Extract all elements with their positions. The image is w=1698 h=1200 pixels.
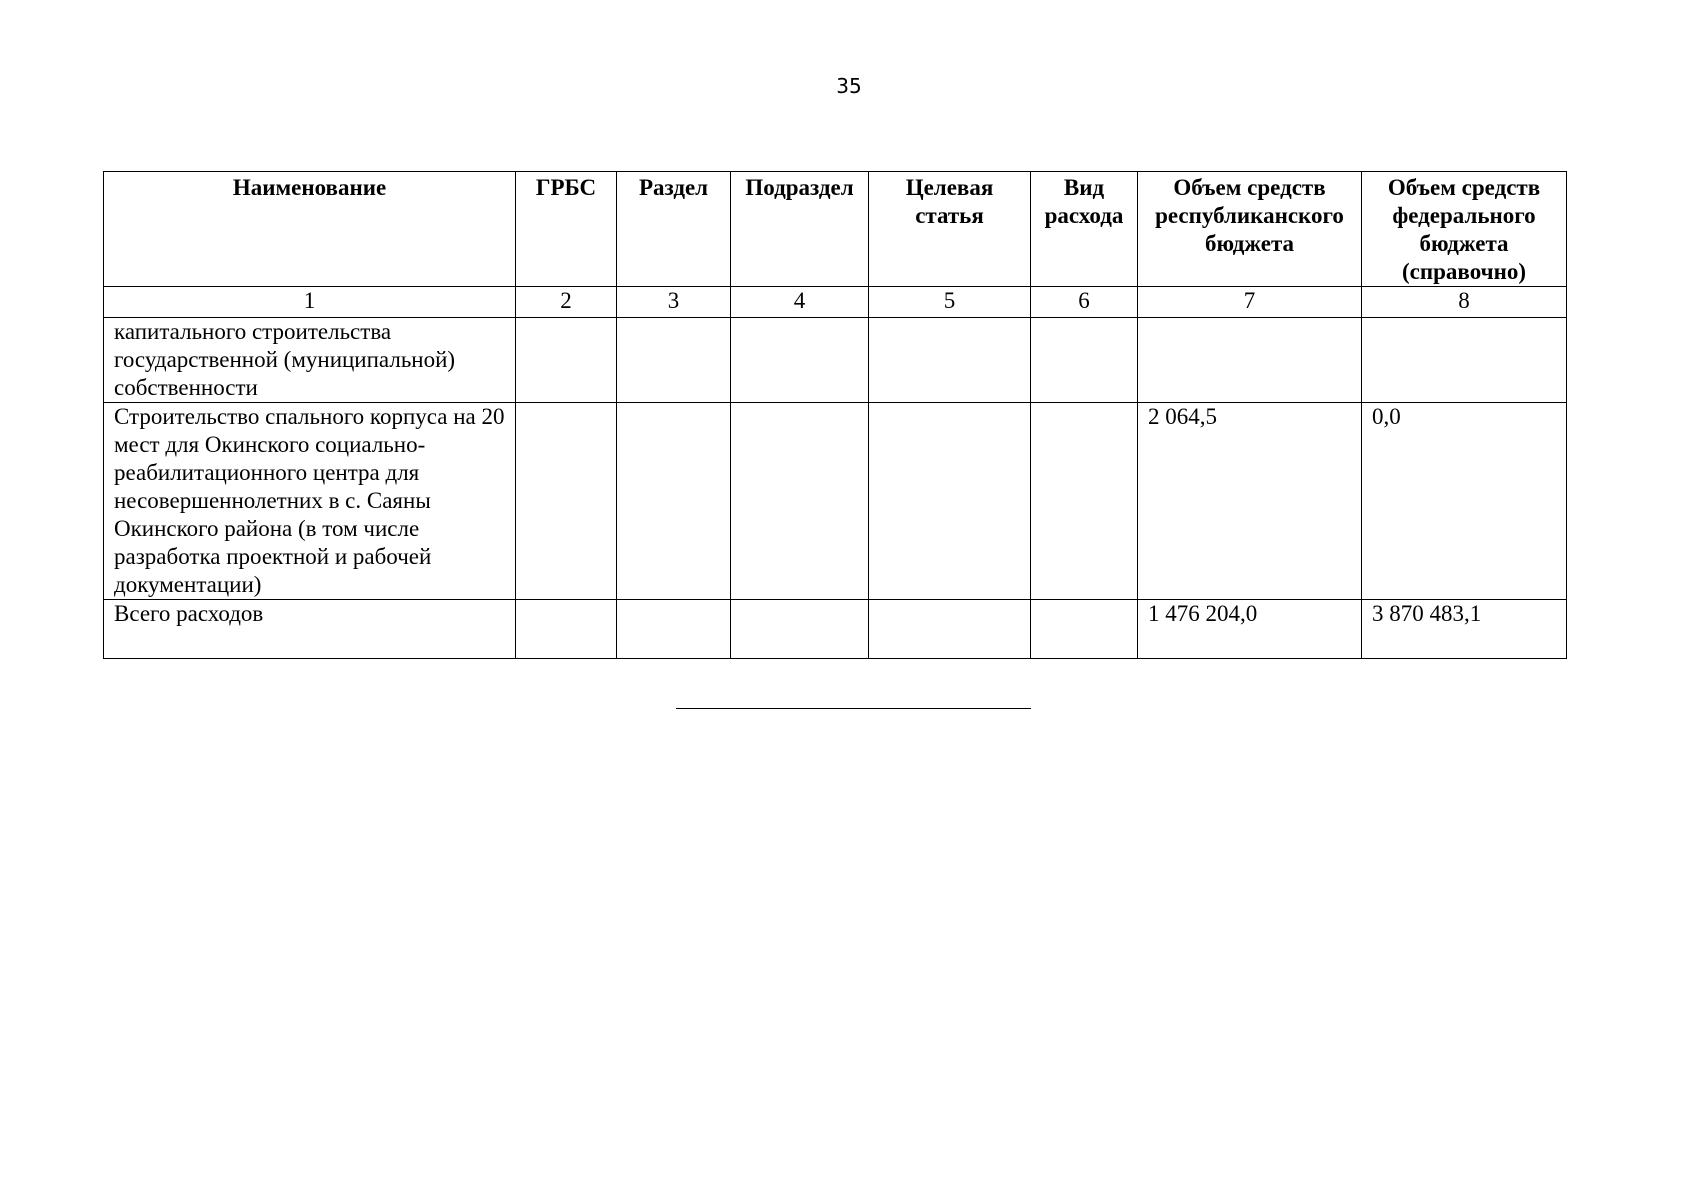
header-vid-raskhoda: Вид расхода <box>1031 172 1138 287</box>
row-tselevaya <box>869 403 1031 600</box>
row-razdel <box>617 318 731 403</box>
row-republican-value <box>1138 318 1362 403</box>
header-razdel: Раздел <box>617 172 731 287</box>
table-row-total <box>104 600 1567 659</box>
table-row <box>104 318 1567 403</box>
column-number: 7 <box>1138 287 1362 318</box>
header-grbs: ГРБС <box>516 172 617 287</box>
row-grbs <box>516 318 617 403</box>
column-numbers-row <box>104 287 1567 318</box>
row-podrazdel <box>731 600 869 659</box>
total-federal-value: 3 870 483,1 <box>1362 600 1567 659</box>
row-razdel <box>617 403 731 600</box>
row-tselevaya <box>869 318 1031 403</box>
row-grbs <box>516 600 617 659</box>
row-republican-value: 2 064,5 <box>1138 403 1362 600</box>
budget-table <box>103 171 1567 659</box>
end-divider-line <box>676 708 1031 709</box>
row-razdel <box>617 600 731 659</box>
row-name: капитального строительства государственной (муниципальной) собственности <box>104 318 516 403</box>
row-grbs <box>516 403 617 600</box>
header-podrazdel: Подраздел <box>731 172 869 287</box>
table-row <box>104 403 1567 600</box>
row-name: Строительство спального корпуса на 20 мест для Окинского социально-реабилитационного центра для несовершеннолетних в с. Саяны Окинского района (в том числе разработка проектной и рабочей документации) <box>104 403 516 600</box>
row-federal-value: 0,0 <box>1362 403 1567 600</box>
row-tselevaya <box>869 600 1031 659</box>
column-number: 1 <box>104 287 516 318</box>
total-republican-value: 1 476 204,0 <box>1138 600 1362 659</box>
column-number: 3 <box>617 287 731 318</box>
row-vid <box>1031 403 1138 600</box>
header-naimenovanie: Наименование <box>104 172 516 287</box>
row-federal-value <box>1362 318 1567 403</box>
column-number: 2 <box>516 287 617 318</box>
header-republican-budget: Объем средств республиканского бюджета <box>1138 172 1362 287</box>
row-podrazdel <box>731 318 869 403</box>
column-number: 4 <box>731 287 869 318</box>
column-number: 5 <box>869 287 1031 318</box>
column-number: 6 <box>1031 287 1138 318</box>
header-federal-budget: Объем средств федерального бюджета (справочно) <box>1362 172 1567 287</box>
column-number: 8 <box>1362 287 1567 318</box>
table-header-row <box>104 172 1567 287</box>
header-tselevaya-statya: Целевая статья <box>869 172 1031 287</box>
row-vid <box>1031 318 1138 403</box>
row-podrazdel <box>731 403 869 600</box>
total-label: Всего расходов <box>104 600 516 659</box>
page-number: 35 <box>836 74 862 98</box>
row-vid <box>1031 600 1138 659</box>
